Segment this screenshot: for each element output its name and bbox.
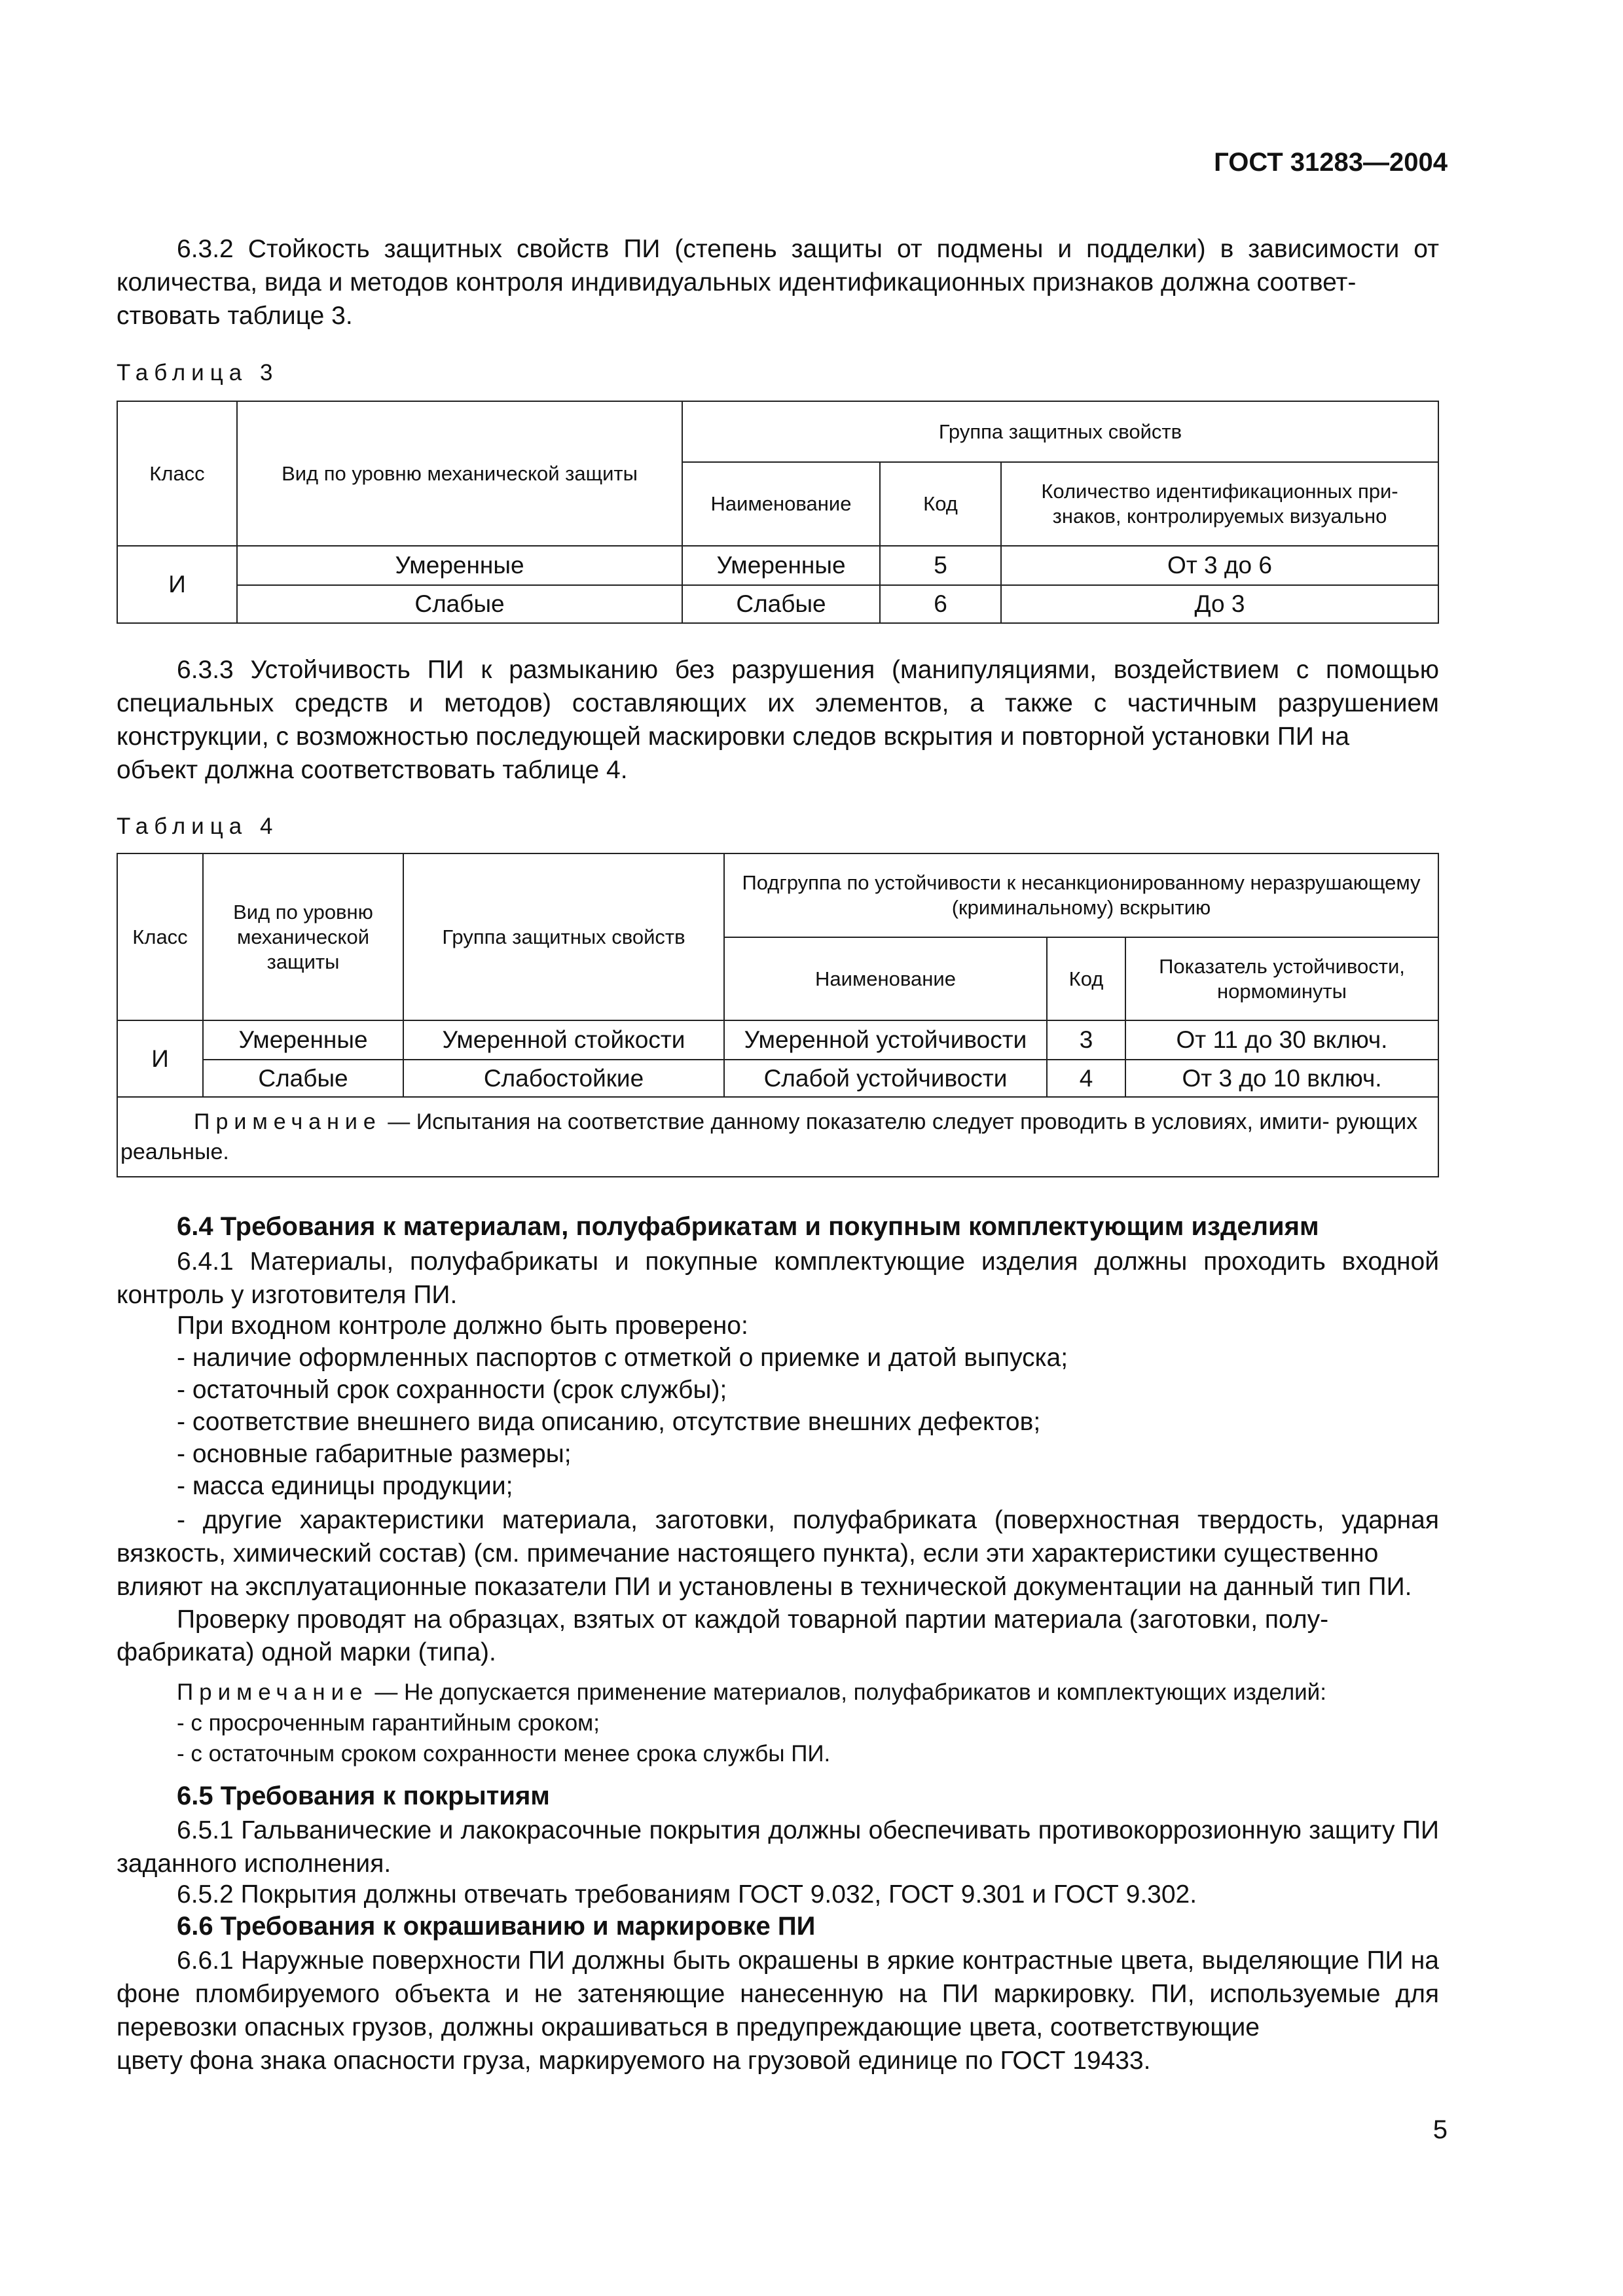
table-3-caption: Таблица 3 — [117, 360, 279, 386]
table-3-header-code: Код — [880, 462, 1001, 546]
table-4-note-text: — Испытания на соответствие данному показателю следует проводить в условиях, имити- рующих реальные. — [120, 1109, 1418, 1164]
paragraph-6-5-1-text: 6.5.1 Гальванические и лакокрасочные покрытия должны обеспечивать противокоррозионную защиту ПИ заданного исполнения. — [117, 1816, 1439, 1878]
list-item: - остаточный срок сохранности (срок службы); — [177, 1376, 727, 1404]
table-4-cell: От 11 до 30 включ. — [1125, 1020, 1438, 1060]
list-item-other — [117, 1503, 1439, 1570]
table-4-header-kind: Вид по уровню механической защиты — [203, 853, 403, 1020]
table-4-caption: Таблица 4 — [117, 814, 279, 839]
table-4-cell: Умеренной стойкости — [403, 1020, 724, 1060]
list-item: - основные габаритные размеры; — [177, 1440, 572, 1468]
table-4-header-group: Группа защитных свойств — [403, 853, 724, 1020]
list-item: - масса единицы продукции; — [177, 1472, 513, 1500]
table-4-cell: Слабые — [203, 1060, 403, 1097]
note-item: - с просроченным гарантийным сроком; — [177, 1710, 600, 1736]
table-4-header-subgroup: Подгруппа по устойчивости к несанкционированному неразрушающему (криминальному) вскрытию — [724, 853, 1438, 937]
paragraph-6-5-1 — [117, 1814, 1439, 1880]
paragraph-check-end — [117, 1636, 1439, 1669]
paragraph-6-3-3-end-text: объект должна соответствовать таблице 4. — [117, 756, 628, 784]
table-3-cell: Умеренные — [237, 546, 682, 585]
table-3-cell: От 3 до 6 — [1001, 546, 1438, 585]
paragraph-6-3-2-text: 6.3.2 Стойкость защитных свойств ПИ (степень защиты от подмены и подделки) в зависимости от количества, вида и методов контроля индивидуальных идентификационных признаков должна соответ- — [117, 235, 1439, 296]
paragraph-6-6-1-end-text: цвету фона знака опасности груза, маркируемого на грузовой единице по ГОСТ 19433. — [117, 2047, 1151, 2075]
table-3-cell: 6 — [880, 585, 1001, 623]
note-6-4 — [177, 1679, 1326, 1706]
paragraph-6-4-1 — [117, 1245, 1439, 1312]
list-item-other-text: - другие характеристики материала, заготовки, полуфабриката (поверхностная твердость, ударная вязкость, химический состав) (см. примечание настоящего пункта), если эти характеристики существенно — [117, 1506, 1439, 1568]
table-3-header-count: Количество идентификационных при- знаков, контролируемых визуально — [1001, 462, 1438, 546]
table-3-cell: До 3 — [1001, 585, 1438, 623]
table-3-header-kind: Вид по уровню механической защиты — [237, 401, 682, 546]
list-item-other-end-text: влияют на эксплуатационные показатели ПИ и установлены в технической документации на данный тип ПИ. — [117, 1573, 1412, 1601]
paragraph-6-3-2-end — [117, 299, 1439, 332]
table-4-cell: 3 — [1047, 1020, 1125, 1060]
table-4-cell: 4 — [1047, 1060, 1125, 1097]
list-item: - наличие оформленных паспортов с отметкой о приемке и датой выпуска; — [177, 1344, 1068, 1372]
table-3-header-class: Класс — [117, 401, 237, 546]
paragraph-check — [117, 1603, 1439, 1636]
paragraph-6-4-1-text: 6.4.1 Материалы, полуфабрикаты и покупные комплектующие изделия должны проходить входной контроль у изготовителя ПИ. — [117, 1247, 1439, 1309]
table-4-cell: Умеренной устойчивости — [724, 1020, 1047, 1060]
paragraph-6-3-3-text: 6.3.3 Устойчивость ПИ к размыканию без разрушения (манипуляциями, воздействием с помощью специальных средств и методов) составляющих их элементов, а также с частичным разрушением конструкции, с возможностью последующей маскировки следов вскрытия и повторной установки ПИ на — [117, 656, 1439, 751]
table-3-header-name: Наименование — [682, 462, 880, 546]
table-4-class-cell: И — [117, 1020, 203, 1097]
table-4-header-code: Код — [1047, 937, 1125, 1020]
table-4-header-index: Показатель устойчивости, нормоминуты — [1125, 937, 1438, 1020]
list-item: - соответствие внешнего вида описанию, отсутствие внешних дефектов; — [177, 1408, 1041, 1436]
table-4-cell: Слабой устойчивости — [724, 1060, 1047, 1097]
paragraph-6-5-2: 6.5.2 Покрытия должны отвечать требованиям ГОСТ 9.032, ГОСТ 9.301 и ГОСТ 9.302. — [177, 1880, 1197, 1909]
table-3-cell: 5 — [880, 546, 1001, 585]
paragraph-6-6-1-text: 6.6.1 Наружные поверхности ПИ должны быть окрашены в яркие контрастные цвета, выделяющие ПИ на фоне пломбируемого объекта и не затеняющие нанесенную на ПИ маркировку. ПИ, используемые для перевозки опасных грузов, должны окрашиваться в предупреждающие цвета, соответствующие — [117, 1946, 1439, 2041]
section-6-4-heading: 6.4 Требования к материалам, полуфабрикатам и покупным комплектующим изделиям — [177, 1212, 1319, 1241]
document-designation: ГОСТ 31283—2004 — [1214, 148, 1448, 177]
section-6-5-heading: 6.5 Требования к покрытиям — [177, 1782, 550, 1810]
table-4-note-label: Примечание — [194, 1109, 382, 1134]
table-3-class-cell: И — [117, 546, 237, 623]
list-item-other-end — [117, 1570, 1439, 1604]
note-item: - с остаточным сроком сохранности менее срока службы ПИ. — [177, 1741, 831, 1767]
table-4-header-class: Класс — [117, 853, 203, 1020]
table-3-header-group: Группа защитных свойств — [682, 401, 1438, 462]
paragraph-6-3-2-end-text: ствовать таблице 3. — [117, 302, 353, 330]
note-6-4-text: — Не допускается применение материалов, полуфабрикатов и комплектующих изделий: — [368, 1679, 1326, 1705]
paragraph-6-6-1-end — [117, 2044, 1439, 2077]
table-4-cell: Умеренные — [203, 1020, 403, 1060]
table-3-cell: Слабые — [682, 585, 880, 623]
paragraph-6-3-2 — [117, 232, 1439, 299]
paragraph-6-3-3 — [117, 653, 1439, 753]
table-4-cell: От 3 до 10 включ. — [1125, 1060, 1438, 1097]
paragraph-check-text: Проверку проводят на образцах, взятых от каждой товарной партии материала (заготовки, полу- — [177, 1605, 1329, 1634]
note-6-4-label: Примечание — [177, 1679, 369, 1705]
section-6-6-heading: 6.6 Требования к окрашиванию и маркировке ПИ — [177, 1912, 816, 1941]
paragraph-6-6-1 — [117, 1944, 1439, 2044]
table-4 — [117, 853, 1439, 1177]
table-3 — [117, 401, 1439, 624]
table-3-cell: Умеренные — [682, 546, 880, 585]
table-4-note — [117, 1097, 1438, 1177]
paragraph-check-end-text: фабриката) одной марки (типа). — [117, 1638, 496, 1666]
table-4-header-name: Наименование — [724, 937, 1047, 1020]
paragraph-6-3-3-end — [117, 753, 1439, 787]
table-3-cell: Слабые — [237, 585, 682, 623]
page-number: 5 — [1432, 2115, 1448, 2144]
table-4-cell: Слабостойкие — [403, 1060, 724, 1097]
check-intro: При входном контроле должно быть проверено: — [177, 1312, 748, 1340]
